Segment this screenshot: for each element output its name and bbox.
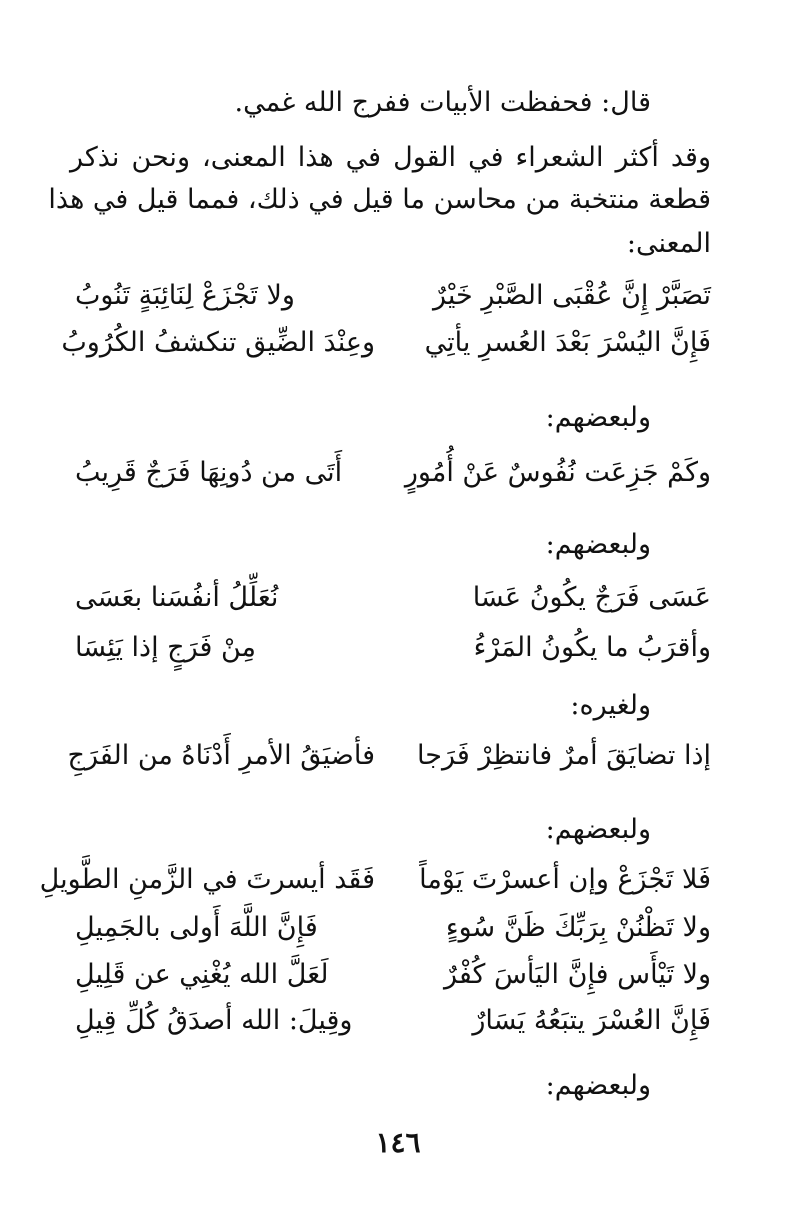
verse-first-hemistich: وكَمْ جَزِعَت نُفُوسٌ عَنْ أُمُورٍ [404, 457, 711, 488]
verse-first-hemistich: فَإِنَّ العُسْرَ يتبَعُهُ يَسَارٌ [472, 1005, 711, 1036]
verse-second-hemistich: ولا تَجْزَعْ لِنَائِبَةٍ تَنُوبُ [75, 280, 295, 311]
verse-second-hemistich: مِنْ فَرَجٍ إذا يَئِسَا [75, 632, 256, 663]
paragraph-line: وقد أكثر الشعراء في القول في هذا المعنى، ونحن نذكر [70, 142, 711, 173]
verse-first-hemistich: ولا تَيْأَس فإِنَّ اليَأسَ كُفْرٌ [443, 959, 711, 990]
verse-second-hemistich: وعِنْدَ الضِّيق تنكشفُ الكُرُوبُ [61, 327, 375, 358]
verse-second-hemistich: فَقَد أيسرتَ في الزَّمنِ الطَّويلِ [39, 864, 375, 895]
verse-second-hemistich: فَإِنَّ اللَّهَ أَولى بالجَمِيلِ [75, 912, 318, 943]
paragraph-line: قطعة منتخبة من محاسن ما قيل في ذلك، فمما قيل في هذا [48, 184, 711, 215]
verse-first-hemistich: عَسَى فَرَجٌ يكُونُ عَسَا [472, 582, 711, 613]
verse-second-hemistich: فأضيَقُ الأمرِ أَدْنَاهُ من الفَرَجِ [67, 740, 375, 771]
section-heading: ولبعضهم: [545, 402, 651, 433]
verse-first-hemistich: فَإِنَّ اليُسْرَ بَعْدَ العُسرِ يأتِي [424, 327, 711, 358]
verse-second-hemistich: لَعَلَّ الله يُغْنِي عن قَلِيلِ [75, 959, 329, 990]
verse-second-hemistich: وقِيلَ: الله أصدَقُ كُلِّ قِيلِ [75, 1005, 353, 1036]
paragraph-line: المعنى: [626, 228, 711, 259]
verse-first-hemistich: وأقرَبُ ما يكُونُ المَرْءُ [473, 632, 711, 663]
section-heading: ولبعضهم: [545, 529, 651, 560]
section-heading: ولغيره: [570, 690, 651, 721]
verse-first-hemistich: ولا تَظْنُنْ بِرَبِّكَ ظَنَّ سُوءٍ [445, 912, 711, 943]
section-heading: ولبعضهم: [545, 814, 651, 845]
section-heading: ولبعضهم: [545, 1070, 651, 1101]
intro-line: قال: فحفظت الأبيات ففرج الله غمي. [234, 87, 651, 118]
page-number: ١٤٦ [375, 1126, 421, 1159]
verse-second-hemistich: نُعَلِّلُ أنفُسَنا بعَسَى [75, 582, 279, 613]
verse-second-hemistich: أَتَى من دُونِهَا فَرَجٌ قَرِيبُ [75, 457, 343, 488]
verse-first-hemistich: إذا تضايَقَ أمرٌ فانتظِرْ فَرَجا [417, 740, 711, 771]
verse-first-hemistich: تَصَبَّرْ إِنَّ عُقْبَى الصَّبْرِ خَيْرٌ [433, 280, 711, 311]
verse-first-hemistich: فَلا تَجْزَعْ وإن أعسرْتَ يَوْماً [419, 864, 711, 895]
